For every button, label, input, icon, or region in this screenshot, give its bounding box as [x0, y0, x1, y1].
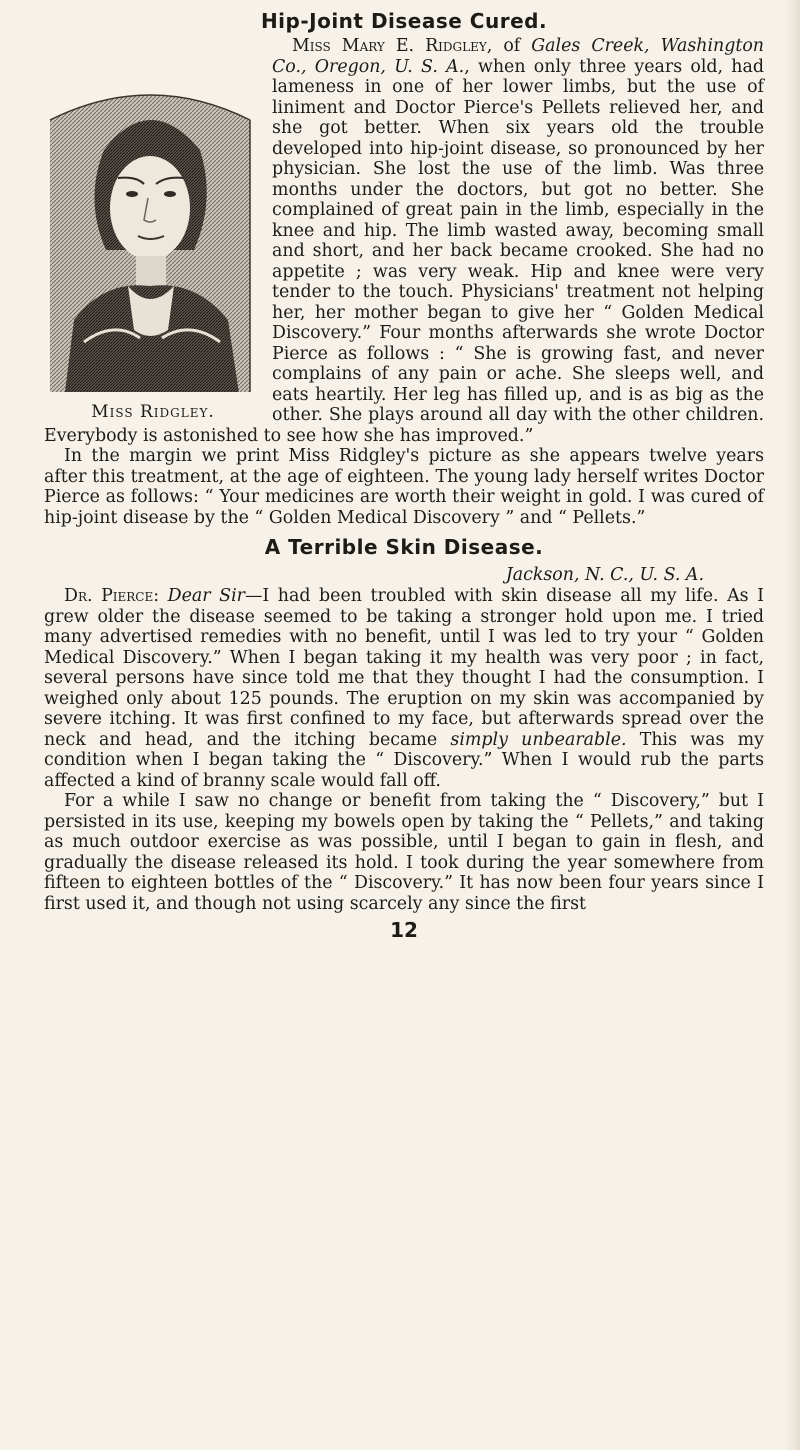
portrait-figure	[44, 80, 262, 422]
patient-location: Gales Creek, Washington Co., Oregon, U. S. A.	[272, 36, 765, 77]
lead-of: , of	[486, 36, 532, 56]
patient-name: Miss Mary E. Ridgley	[292, 36, 487, 56]
letter-paragraph-1	[44, 586, 764, 791]
letter-paragraph-2: For a while I saw no change or benefit from taking the “ Discovery,” but I persisted in its use, keeping my bowels open by taking the “ Pellets,” and taking as much outdoor exercise as was possible, until I began to gain in flesh, and gradually the disease released its hold. I took during the year somewhere from fifteen to eighteen bottles of the “ Discovery.” It has now been four years since I first used it, and though not using scarcely any since the first	[44, 791, 764, 914]
page-edge-shadow	[786, 0, 800, 1450]
portrait-caption: Miss Ridgley.	[91, 402, 215, 422]
emphasis-unbearable: simply unbearable.	[450, 729, 627, 750]
hip-joint-article	[44, 36, 764, 446]
salutation-colon: :	[153, 586, 168, 606]
section-heading-hip-joint: Hip-Joint Disease Cured.	[260, 9, 548, 33]
margin-picture-paragraph: In the margin we print Miss Ridgley's picture as she appears twelve years after this treatment, at the age of eighteen. The young lady herself writes Doctor Pierce as follows: “ Your medicines are worth their weight in gold. I was cured of hip-joint disease by the “ Golden Medical Discovery ” and “ Pellets.”	[44, 446, 764, 528]
salutation-dear-sir: Dear Sir	[167, 586, 245, 606]
letter-location: Jackson, N. C., U. S. A.	[505, 565, 704, 585]
portrait-engraving	[44, 80, 256, 400]
salutation-name: Dr. Pierce	[64, 586, 154, 606]
section-heading-skin-disease: A Terrible Skin Disease.	[264, 535, 544, 559]
letter-text-a: —I had been troubled with skin disease all my life. As I grew older the disease seemed to be taking a stronger hold upon me. I tried many advertised remedies with no benefit, until I was led to try your “ Golden Medical Discovery.” When I began taking it my health was very poor ; in fact, several persons have since told me that they thought I had the consumption. I weighed only about 125 pounds. The eruption on my skin was accompanied by severe itching. It was first confined to my face, but afterwards spread over the neck and head, and the itching became	[44, 586, 764, 750]
case-description: , when only three years old, had lameness in one of her lower limbs, but the use of liniment and Doctor Pierce's Pellets relieved her, and she got better. When six years old the trouble developed into hip-joint disease, so pronounced by her physician. She lost the use of the limb. Was three months under the doctors, but got no better. She complained of great pain in the limb, especially in the knee and hip. The limb wasted away, becoming small and short, and her back became crooked. She had no appetite ; was very weak. Hip and knee were very tender to the touch. Physicians' treatment not helping her, her mother began to give her “ Golden Medical Discovery.” Four months afterwards she wrote Doctor Pierce as follows : “ She is growing fast, and never complains of any pain or ache. She sleeps well, and eats heartily. Her leg has filled up, and is as big as the other. She plays around all day with the other children. Everybody is astonished to see how she has improved.”	[44, 56, 764, 446]
page-number: 12	[390, 918, 418, 942]
letter-text-b: This was my condition when I began taking the “ Discovery.” When I would rub the parts affected a kind of branny scale would fall off.	[44, 729, 764, 791]
